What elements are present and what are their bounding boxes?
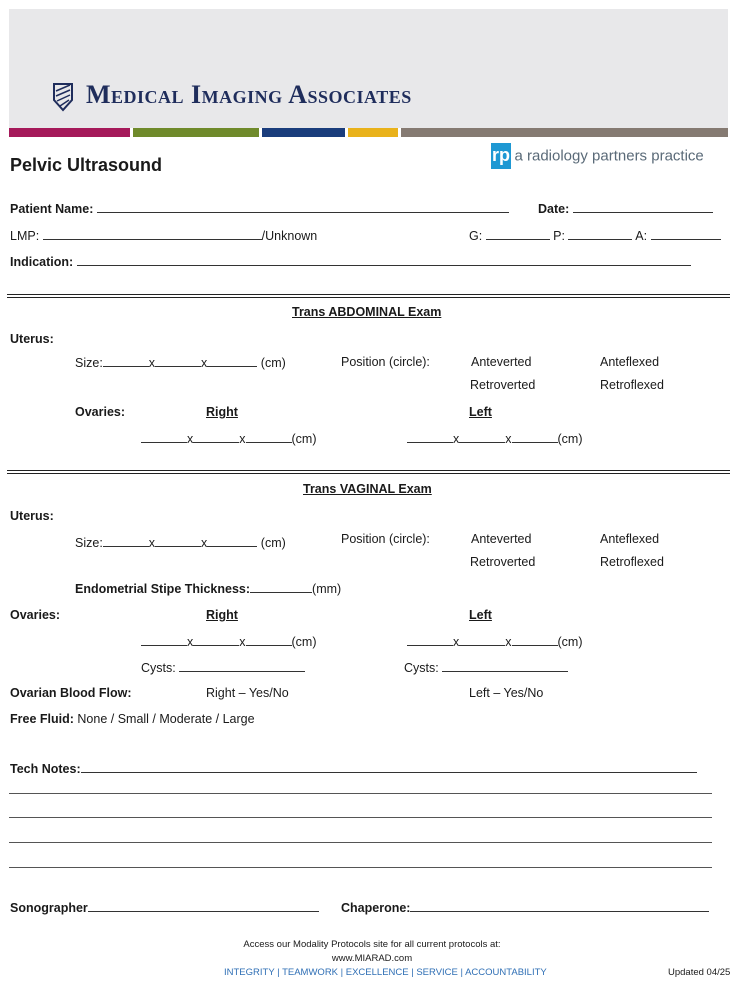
abd-left-ovary-size[interactable]: [407, 431, 583, 446]
p-label: P:: [553, 229, 565, 243]
g-label: G:: [469, 229, 483, 243]
x-sep: x: [148, 356, 156, 370]
size-line[interactable]: [512, 431, 558, 443]
tech-notes-line[interactable]: [81, 761, 697, 773]
patient-name-line[interactable]: [97, 201, 509, 213]
abdominal-heading: Trans ABDOMINAL Exam: [292, 305, 442, 319]
size-line[interactable]: [193, 634, 239, 646]
abd-position-label: Position (circle):: [341, 355, 430, 369]
patient-name-field[interactable]: [10, 201, 509, 216]
abd-size-line-2[interactable]: [155, 355, 201, 367]
notes-line[interactable]: [9, 793, 712, 794]
a-line[interactable]: [651, 228, 721, 240]
size-line[interactable]: [246, 634, 292, 646]
size-line[interactable]: [407, 431, 453, 443]
lmp-label: LMP:: [10, 229, 40, 243]
abd-size-field[interactable]: [75, 355, 286, 370]
abd-anteverted-option[interactable]: Anteverted: [471, 355, 532, 369]
tv-uterus-label: Uterus:: [10, 509, 54, 523]
size-line[interactable]: [141, 634, 187, 646]
footer-updated: Updated 04/25: [668, 967, 731, 978]
tv-anteverted-option[interactable]: Anteverted: [471, 532, 532, 546]
gpa-field[interactable]: [469, 228, 721, 243]
cysts-label: Cysts:: [141, 661, 176, 675]
tv-right-ovary-size[interactable]: [141, 634, 317, 649]
abd-retroverted-option[interactable]: Retroverted: [470, 378, 536, 392]
tv-left-heading: Left: [469, 608, 492, 622]
abd-anteflexed-option[interactable]: Anteflexed: [600, 355, 660, 369]
tv-right-heading: Right: [206, 608, 238, 622]
x-sep: x: [239, 432, 246, 446]
color-bar-gold: [348, 128, 398, 137]
x-sep: x: [148, 536, 156, 550]
chaperone-line[interactable]: [410, 900, 709, 912]
a-label: A:: [635, 229, 648, 243]
left-cysts-field[interactable]: [404, 660, 568, 675]
section-divider: [7, 470, 730, 474]
tv-size-line-2[interactable]: [155, 535, 201, 547]
lmp-field[interactable]: [10, 228, 317, 243]
mm-unit: (mm): [312, 582, 342, 596]
g-line[interactable]: [486, 228, 550, 240]
lmp-line[interactable]: [43, 228, 262, 240]
size-line[interactable]: [459, 634, 505, 646]
right-cysts-line[interactable]: [179, 660, 305, 672]
size-line[interactable]: [512, 634, 558, 646]
free-fluid-label: Free Fluid:: [10, 712, 74, 726]
footer-website-link[interactable]: www.MIARAD.com: [331, 953, 413, 964]
size-line[interactable]: [407, 634, 453, 646]
sonographer-field[interactable]: [10, 900, 319, 915]
tech-notes-field[interactable]: [10, 761, 697, 776]
patient-name-label: Patient Name:: [10, 202, 94, 216]
abd-left-heading: Left: [469, 405, 492, 419]
color-bar-magenta: [9, 128, 130, 137]
brand-name: Medical Imaging Associates: [86, 80, 412, 109]
x-sep: x: [453, 635, 460, 649]
tv-anteflexed-option[interactable]: Anteflexed: [600, 532, 660, 546]
tv-ovaries-label: Ovaries:: [10, 608, 61, 622]
color-bar-green: [133, 128, 259, 137]
unknown-option[interactable]: /Unknown: [261, 229, 318, 243]
right-cysts-field[interactable]: [141, 660, 305, 675]
size-line[interactable]: [193, 431, 239, 443]
color-bar-navy: [262, 128, 345, 137]
right-blood-flow-option[interactable]: Right – Yes/No: [206, 686, 289, 700]
chaperone-label: Chaperone:: [341, 901, 411, 915]
abd-size-label: Size:: [75, 356, 103, 370]
cm-unit: (cm): [291, 432, 317, 446]
tv-size-line-3[interactable]: [207, 535, 257, 547]
indication-label: Indication:: [10, 255, 74, 269]
x-sep: x: [505, 635, 512, 649]
tv-position-label: Position (circle):: [341, 532, 430, 546]
free-fluid-field[interactable]: [10, 712, 255, 726]
indication-line[interactable]: [77, 254, 691, 266]
practice-tag: [491, 143, 704, 169]
tv-size-line-1[interactable]: [103, 535, 149, 547]
cm-unit: (cm): [260, 356, 286, 370]
date-line[interactable]: [573, 201, 713, 213]
notes-line[interactable]: [9, 817, 712, 818]
abd-right-ovary-size[interactable]: [141, 431, 317, 446]
tv-size-field[interactable]: [75, 535, 286, 550]
x-sep: x: [453, 432, 460, 446]
abd-retroflexed-option[interactable]: Retroflexed: [600, 378, 664, 392]
tv-left-ovary-size[interactable]: [407, 634, 583, 649]
date-field[interactable]: [538, 201, 713, 216]
blood-flow-label: Ovarian Blood Flow:: [10, 686, 132, 700]
free-fluid-options[interactable]: None / Small / Moderate / Large: [77, 712, 255, 726]
size-line[interactable]: [459, 431, 505, 443]
footer-protocols-text: Access our Modality Protocols site for all current protocols at:: [243, 939, 501, 950]
abd-size-line-3[interactable]: [207, 355, 257, 367]
color-bar-taupe: [401, 128, 728, 137]
x-sep: x: [201, 536, 208, 550]
size-line[interactable]: [246, 431, 292, 443]
tv-size-label: Size:: [75, 536, 103, 550]
vaginal-heading: Trans VAGINAL Exam: [303, 482, 432, 496]
practice-tag-text: a radiology partners practice: [514, 147, 704, 165]
footer-values: INTEGRITY | TEAMWORK | EXCELLENCE | SERVICE | ACCOUNTABILITY: [224, 967, 547, 978]
tv-retroflexed-option[interactable]: Retroflexed: [600, 555, 664, 569]
endometrial-field[interactable]: [75, 581, 341, 596]
p-line[interactable]: [568, 228, 632, 240]
x-sep: x: [187, 432, 194, 446]
page-title: Pelvic Ultrasound: [10, 155, 163, 175]
indication-field[interactable]: [10, 254, 691, 269]
notes-line[interactable]: [9, 842, 712, 843]
cm-unit: (cm): [291, 635, 317, 649]
abd-ovaries-label: Ovaries:: [75, 405, 126, 419]
cysts-label: Cysts:: [404, 661, 439, 675]
header-banner: [9, 9, 728, 128]
x-sep: x: [505, 432, 512, 446]
x-sep: x: [201, 356, 208, 370]
date-label: Date:: [538, 202, 570, 216]
x-sep: x: [187, 635, 194, 649]
sonographer-line[interactable]: [88, 900, 319, 912]
tv-retroverted-option[interactable]: Retroverted: [470, 555, 536, 569]
endometrial-label: Endometrial Stipe Thickness:: [75, 582, 251, 596]
section-divider: [7, 294, 730, 298]
abd-right-heading: Right: [206, 405, 238, 419]
left-blood-flow-option[interactable]: Left – Yes/No: [469, 686, 544, 700]
cm-unit: (cm): [557, 432, 583, 446]
chaperone-field[interactable]: [341, 900, 709, 915]
cm-unit: (cm): [260, 536, 286, 550]
tech-notes-label: Tech Notes:: [10, 762, 81, 776]
notes-line[interactable]: [9, 867, 712, 868]
abd-uterus-label: Uterus:: [10, 332, 54, 346]
size-line[interactable]: [141, 431, 187, 443]
shield-logo-icon: [52, 82, 74, 112]
sonographer-label: Sonographer: [10, 901, 88, 915]
x-sep: x: [239, 635, 246, 649]
cm-unit: (cm): [557, 635, 583, 649]
rp-logo-icon: rp: [491, 143, 511, 169]
left-cysts-line[interactable]: [442, 660, 568, 672]
endometrial-line[interactable]: [250, 581, 312, 593]
abd-size-line-1[interactable]: [103, 355, 149, 367]
